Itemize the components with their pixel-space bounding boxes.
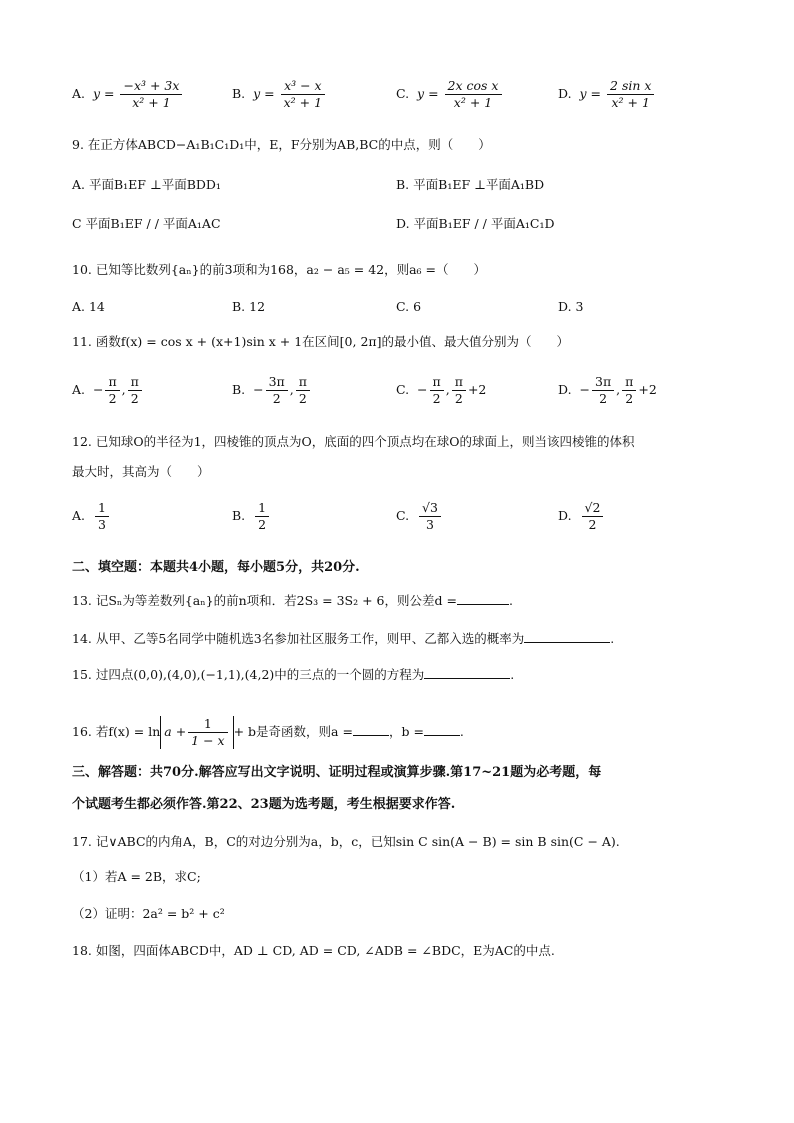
q8-option-b: B. y = $\frac{\text{x³ − x}}{\text{x² + 1}}$ [232, 78, 327, 111]
q8-option-a: A. y = $\frac{\text{−x³ + 3x}}{\text{x² + 1}}$ [72, 78, 184, 111]
q13-answer-blank[interactable] [457, 592, 509, 605]
q9-option-a: A. 平面B₁EF ⊥平面BDD₁ [72, 177, 221, 192]
q12-option-a: A. $\frac{1}{3}$ [72, 500, 111, 533]
q16-a-blank[interactable] [353, 723, 389, 736]
q13: 13. 记Sₙ为等差数列{aₙ}的前n项和．若2S₃ = 3S₂ + 6，则公差d = . [72, 593, 513, 608]
q11-option-d: D. − $\frac{3\pi}{2}$ , $\frac{\pi}{2}$ +2 [558, 374, 657, 406]
q10-option-a: A. 14 [72, 299, 105, 314]
q14: 14. 从甲、乙等5名同学中随机选3名参加社区服务工作，则甲、乙都入选的概率为 . [72, 631, 615, 646]
q15-answer-blank[interactable] [424, 666, 510, 679]
q16: 16. 若f(x) = ln a + $\frac{1}{1 - x}$ + b是奇函数，则a = ，b = . [72, 716, 464, 748]
q12-stem-line2: 最大时，其高为（ ） [72, 464, 210, 479]
q8-option-c: C. y = $\frac{\text{2x cos x}}{\text{x² + 1}}$ [396, 78, 504, 111]
section-2-heading: 二、填空题：本题共4小题，每小题5分，共20分. [72, 560, 360, 575]
q9-option-b: B. 平面B₁EF ⊥平面A₁BD [396, 177, 545, 192]
q12-option-d: D. $\frac{√2}{2}$ [558, 500, 605, 533]
q12-option-b: B. $\frac{1}{2}$ [232, 500, 271, 533]
section-3-heading-line1: 三、解答题：共70分.解答应写出文字说明、证明过程或演算步骤.第17~21题为必考题，每 [72, 765, 602, 780]
q16-b-blank[interactable] [424, 723, 460, 736]
q17-part2: （2）证明：2a² = b² + c² [72, 906, 225, 921]
q10-option-b: B. 12 [232, 299, 266, 314]
q11-option-c: C. − $\frac{\pi}{2}$ , $\frac{\pi}{2}$ +2 [396, 374, 487, 406]
q8-option-d: D. y = $\frac{\text{2 sin x}}{\text{x² + 1}}$ [558, 78, 656, 111]
q10-option-d: D. 3 [558, 299, 584, 314]
section-3-heading-line2: 个试题考生都必须作答.第22、23题为选考题，考生根据要求作答. [72, 797, 456, 812]
q11-option-b: B. − $\frac{3\pi}{2}$ , $\frac{\pi}{2}$ [232, 374, 312, 407]
q10-stem: 10. 已知等比数列{aₙ}的前3项和为168，a₂ − a₅ = 42，则a₆ =（ ） [72, 262, 487, 277]
q14-answer-blank[interactable] [524, 630, 610, 643]
q9-option-c: C 平面B₁EF / / 平面A₁AC [72, 216, 221, 231]
q12-stem-line1: 12. 已知球O的半径为1，四棱锥的顶点为O，底面的四个顶点均在球O的球面上，则当该四棱锥的体积 [72, 434, 635, 449]
q15: 15. 过四点(0,0),(4,0),(−1,1),(4,2)中的三点的一个圆的方程为 . [72, 667, 515, 682]
q10-option-c: C. 6 [396, 299, 422, 314]
q11-stem: 11. 函数f(x) = cos x + (x+1)sin x + 1在区间[0, 2π]的最小值、最大值分别为（ ） [72, 334, 569, 349]
q17-stem: 17. 记∨ABC的内角A，B，C的对边分别为a，b，c，已知sin C sin(A − B) = sin B sin(C − A). [72, 834, 620, 849]
q18-stem: 18. 如图，四面体ABCD中，AD ⊥ CD, AD = CD, ∠ADB = ∠BDC，E为AC的中点. [72, 943, 555, 958]
q9-option-d: D. 平面B₁EF / / 平面A₁C₁D [396, 216, 555, 231]
q17-part1: （1）若A = 2B，求C; [72, 869, 201, 884]
q12-option-c: C. $\frac{√3}{3}$ [396, 500, 443, 533]
q9-stem: 9. 在正方体ABCD−A₁B₁C₁D₁中，E，F分别为AB,BC的中点，则（ ） [72, 137, 491, 152]
q11-option-a: A. − $\frac{\pi}{2}$ , $\frac{\pi}{2}$ [72, 374, 144, 407]
